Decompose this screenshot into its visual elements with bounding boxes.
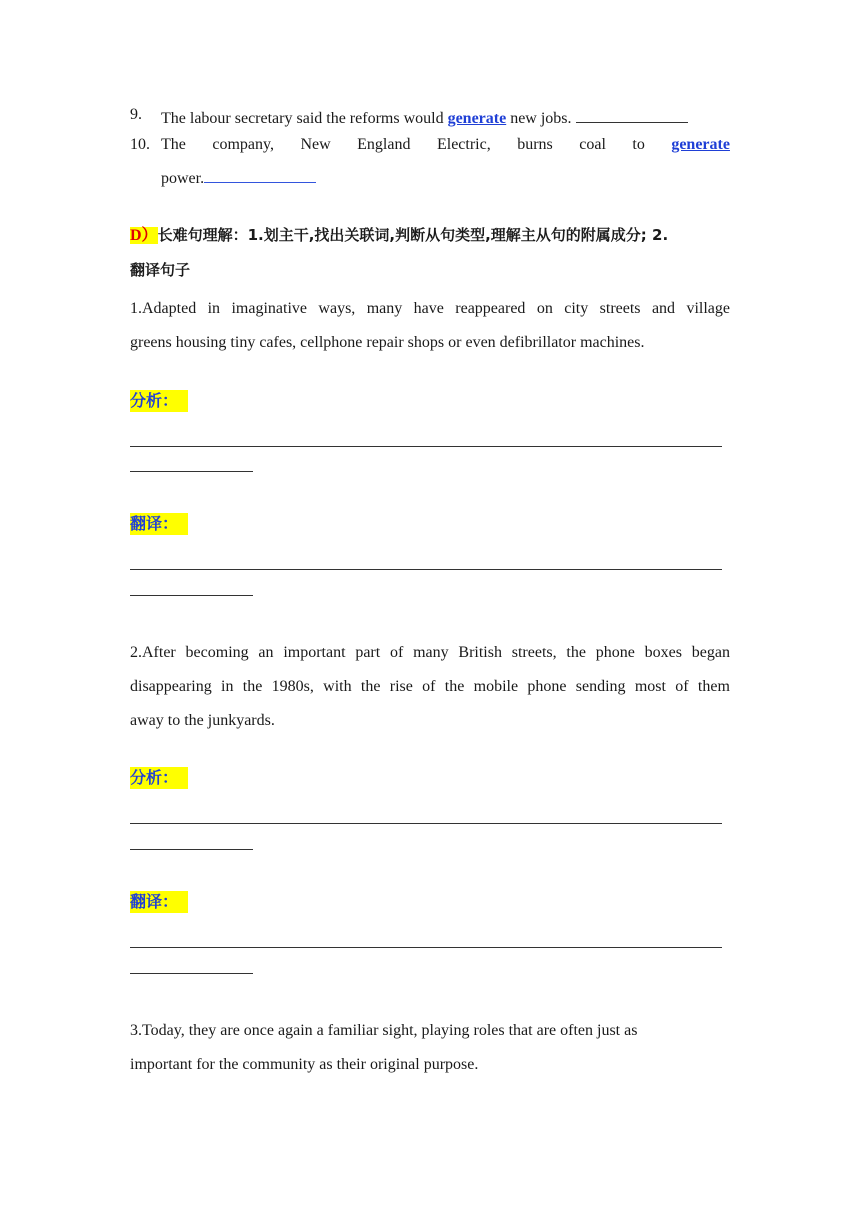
word: ways, bbox=[318, 300, 356, 317]
item-10-word: The bbox=[161, 136, 186, 153]
word: and bbox=[651, 300, 676, 317]
sentence-1-translation-blank-line[interactable] bbox=[130, 569, 722, 570]
word: phone bbox=[595, 644, 635, 661]
word: have bbox=[413, 300, 444, 317]
sentence-1-analysis-blank-line[interactable] bbox=[130, 446, 722, 447]
section-d-marker: D） bbox=[130, 227, 158, 244]
word: part bbox=[355, 644, 381, 661]
word: reappeared bbox=[455, 300, 526, 317]
sentence-1-analysis-blank-line[interactable] bbox=[130, 471, 253, 472]
word: phone bbox=[527, 678, 567, 695]
sentence-2-analysis-label: 分析： bbox=[130, 767, 188, 789]
word: of bbox=[675, 678, 689, 695]
item-10-keyword: generate bbox=[671, 136, 730, 153]
sentence-3-line1: 3.Today, they are once again a familiar sight, playing roles that are often just as bbox=[130, 1022, 638, 1039]
item-9-text: The labour secretary said the reforms would bbox=[161, 110, 444, 127]
word: most bbox=[634, 678, 666, 695]
word: city bbox=[564, 300, 589, 317]
item-10-answer-blank[interactable] bbox=[204, 164, 316, 183]
word: many bbox=[413, 644, 449, 661]
section-d-title-line2: 翻译句子 bbox=[130, 261, 191, 279]
word: the bbox=[444, 678, 465, 695]
word: many bbox=[366, 300, 403, 317]
item-10-word: coal bbox=[579, 136, 606, 153]
word: village bbox=[686, 300, 730, 317]
word: the bbox=[566, 644, 586, 661]
word: 2.After bbox=[130, 644, 176, 661]
sentence-3 bbox=[130, 1014, 637, 1082]
word: imaginative bbox=[231, 300, 307, 317]
word: 1.Adapted bbox=[130, 300, 197, 317]
sentence-1-line2: greens housing tiny cafes, cellphone repair shops or even defibrillator machines. bbox=[130, 334, 645, 351]
word: of bbox=[422, 678, 436, 695]
item-10-line2: power. bbox=[161, 170, 205, 187]
sentence-2-line3: away to the junkyards. bbox=[130, 712, 275, 729]
word: rise bbox=[389, 678, 413, 695]
word: the bbox=[242, 678, 263, 695]
section-d-heading bbox=[130, 224, 730, 281]
item-10-number: 10. bbox=[130, 136, 150, 153]
sentence-1-translation-label: 翻译： bbox=[130, 513, 188, 535]
word: streets, bbox=[511, 644, 557, 661]
item-9-number: 9. bbox=[130, 106, 142, 123]
word: 1980s, bbox=[271, 678, 314, 695]
sentence-1-translation-blank-line[interactable] bbox=[130, 595, 253, 596]
sentence-2-line2 bbox=[130, 670, 730, 704]
sentence-2 bbox=[130, 636, 730, 738]
word: with bbox=[323, 678, 352, 695]
word: of bbox=[389, 644, 404, 661]
sentence-3-line2: important for the community as their original purpose. bbox=[130, 1056, 479, 1073]
word: an bbox=[258, 644, 274, 661]
word: them bbox=[697, 678, 730, 695]
word: on bbox=[536, 300, 553, 317]
word: the bbox=[360, 678, 381, 695]
item-10-word: Electric, bbox=[436, 136, 491, 153]
word: in bbox=[207, 300, 221, 317]
item-10-word: burns bbox=[517, 136, 553, 153]
word: disappearing bbox=[130, 678, 212, 695]
word: British bbox=[458, 644, 502, 661]
word: boxes bbox=[644, 644, 682, 661]
item-10-word: England bbox=[357, 136, 411, 153]
sentence-1 bbox=[130, 292, 730, 360]
item-10-word: New bbox=[300, 136, 331, 153]
item-10-word: company, bbox=[212, 136, 274, 153]
sentence-2-translation-blank-line[interactable] bbox=[130, 947, 722, 948]
word: important bbox=[283, 644, 346, 661]
word: in bbox=[221, 678, 234, 695]
section-d-title-line1: 长难句理解：1.划主干,找出关联词,判断从句类型,理解主从句的附属成分; 2. bbox=[157, 226, 669, 244]
item-9-keyword: generate bbox=[447, 110, 507, 127]
word: mobile bbox=[473, 678, 519, 695]
item-10-word: to bbox=[632, 136, 645, 153]
sentence-2-translation-blank-line[interactable] bbox=[130, 973, 253, 974]
item-9-answer-blank[interactable] bbox=[576, 104, 688, 123]
word: streets bbox=[599, 300, 641, 317]
sentence-1-analysis-label: 分析： bbox=[130, 390, 188, 412]
word: becoming bbox=[185, 644, 249, 661]
sentence-2-translation-label: 翻译： bbox=[130, 891, 188, 913]
word: sending bbox=[575, 678, 626, 695]
item-9-after: new jobs. bbox=[510, 110, 572, 127]
sentence-1-line1 bbox=[130, 292, 730, 326]
sentence-2-line1 bbox=[130, 636, 730, 670]
word: began bbox=[691, 644, 730, 661]
sentence-2-analysis-blank-line[interactable] bbox=[130, 823, 722, 824]
sentence-2-analysis-blank-line[interactable] bbox=[130, 849, 253, 850]
